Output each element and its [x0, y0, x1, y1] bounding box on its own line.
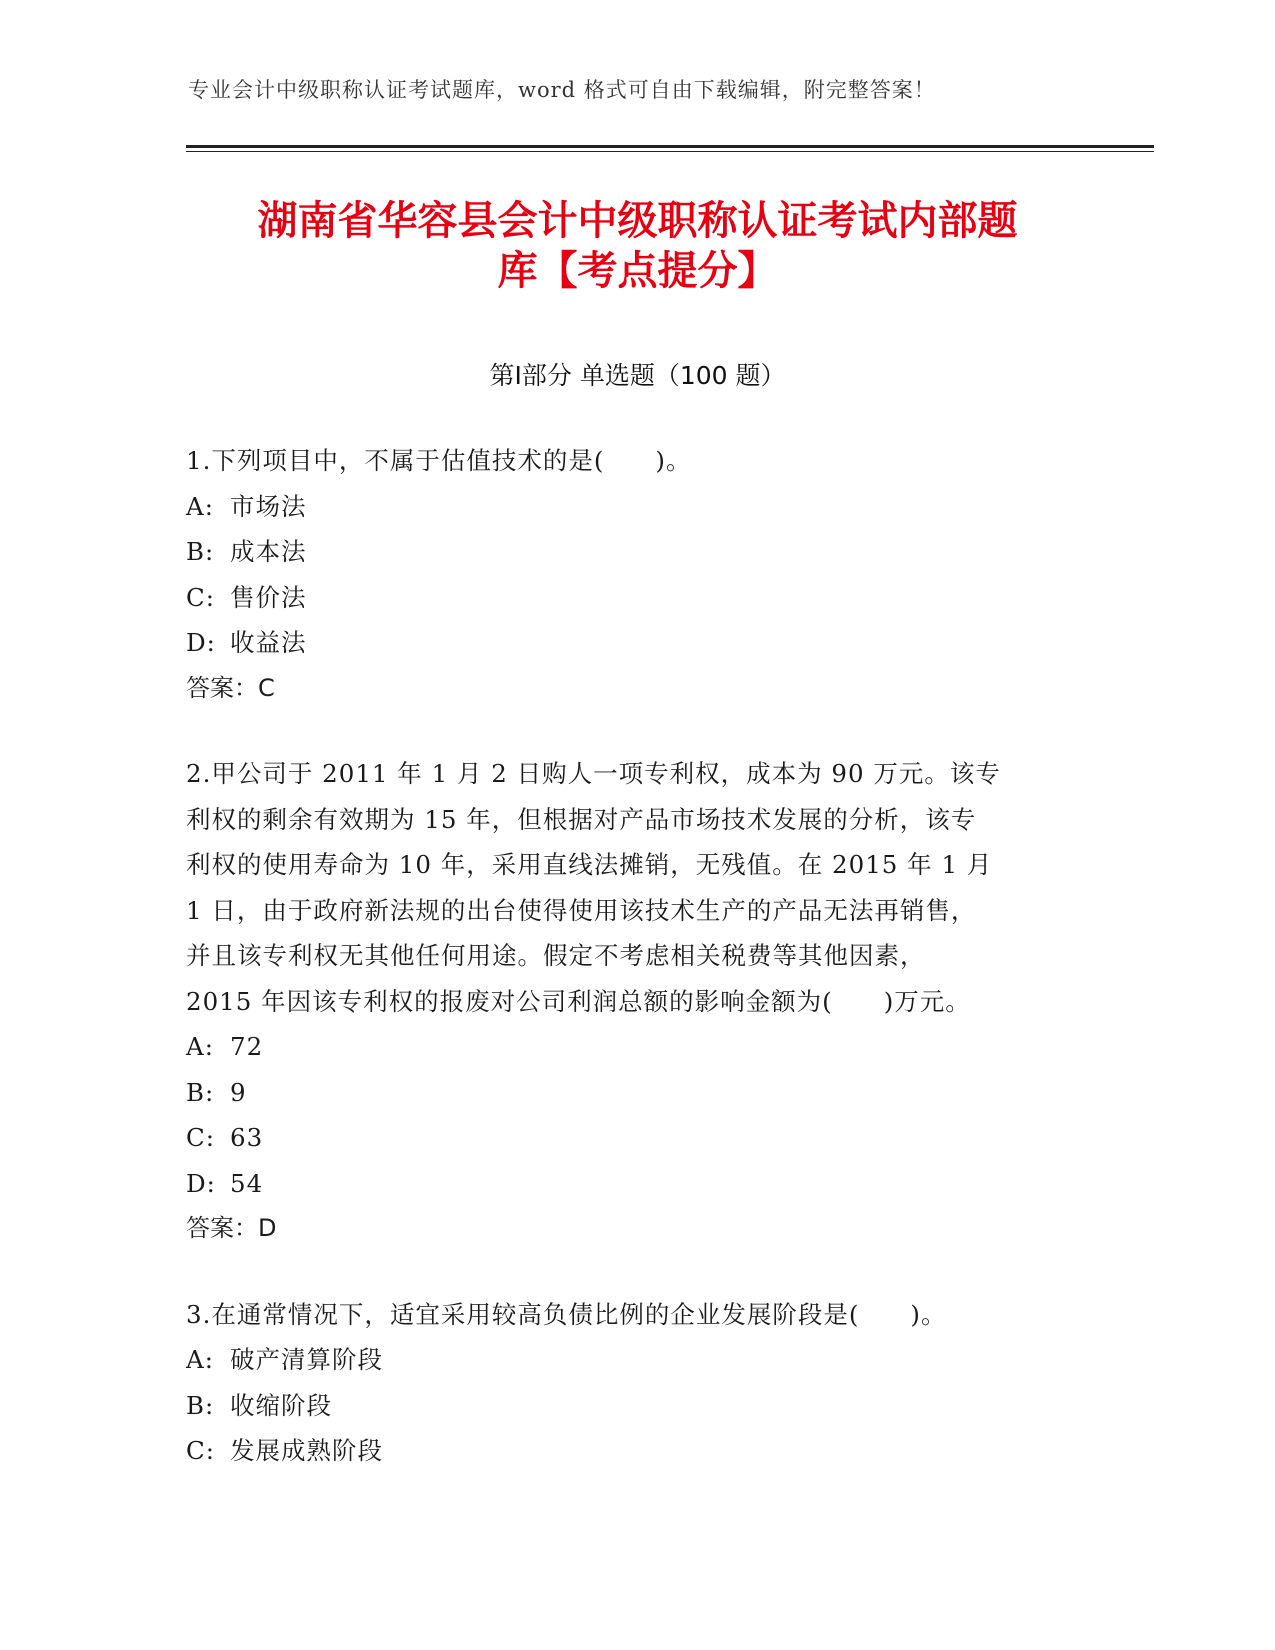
option-a — [186, 484, 1076, 530]
answer-label: 答案：D — [186, 1214, 277, 1242]
question-stem-line: 利权的剩余有效期为 15 年，但根据对产品市场技术发展的分析，该专 — [186, 804, 977, 834]
option-key: D: — [186, 1168, 216, 1198]
question-3 — [186, 1292, 1076, 1474]
option-text: 收缩阶段 — [230, 1390, 332, 1420]
option-text: 市场法 — [230, 491, 307, 521]
question-stem-line: 1 日，由于政府新法规的出台使得使用该技术生产的产品无法再销售， — [186, 895, 977, 925]
option-key: C: — [186, 582, 216, 612]
option-d — [186, 1161, 1076, 1207]
option-c — [186, 575, 1076, 621]
section-heading: 第Ⅰ部分 单选题（100 题） — [489, 361, 786, 390]
option-text: 售价法 — [230, 582, 307, 612]
title-line-2: 库【考点提分】 — [497, 248, 778, 294]
question-list — [186, 438, 1076, 1514]
option-b — [186, 1070, 1076, 1116]
question-stem-line: 3.在通常情况下，适宜采用较高负债比例的企业发展阶段是( )。 — [186, 1299, 947, 1329]
question-stem-line: 2015 年因该专利权的报废对公司利润总额的影响金额为( )万元。 — [186, 986, 971, 1016]
title-line-1: 湖南省华容县会计中级职称认证考试内部题 — [257, 198, 1018, 244]
option-key: B: — [186, 537, 215, 566]
option-text: 63 — [230, 1123, 264, 1152]
option-key: A: — [186, 1032, 214, 1061]
header-rule-thick — [186, 145, 1154, 148]
option-text: 发展成熟阶段 — [230, 1436, 383, 1465]
question-stem-line: 1.下列项目中，不属于估值技术的是( )。 — [186, 446, 692, 475]
option-text: 54 — [230, 1168, 264, 1198]
header-rule-thin — [186, 151, 1154, 152]
option-key: B: — [186, 1077, 215, 1107]
question-1 — [186, 438, 1076, 711]
option-key: D: — [186, 628, 216, 657]
option-key: C: — [186, 1436, 216, 1465]
header-note: 专业会计中级职称认证考试题库，word 格式可自由下载编辑，附完整答案！ — [188, 78, 936, 102]
option-key: B: — [186, 1390, 215, 1420]
option-text: 成本法 — [230, 537, 307, 566]
option-text: 收益法 — [230, 628, 307, 657]
option-d — [186, 620, 1076, 666]
option-b — [186, 1383, 1076, 1429]
option-text: 72 — [230, 1032, 264, 1061]
question-stem-line: 2.甲公司于 2011 年 1 月 2 日购人一项专利权，成本为 90 万元。该专 — [186, 759, 1001, 788]
option-text: 破产清算阶段 — [230, 1345, 383, 1374]
option-a — [186, 1337, 1076, 1383]
answer-label: 答案：C — [186, 673, 275, 702]
option-key: A: — [186, 1345, 214, 1374]
option-b — [186, 529, 1076, 575]
option-key: A: — [186, 491, 214, 521]
document-title — [180, 196, 1095, 296]
question-stem-line: 并且该专利权无其他任何用途。假定不考虑相关税费等其他因素， — [186, 941, 926, 970]
question-2 — [186, 751, 1076, 1252]
option-c — [186, 1428, 1076, 1474]
option-c — [186, 1115, 1076, 1161]
option-a — [186, 1024, 1076, 1070]
option-text: 9 — [230, 1077, 247, 1107]
option-key: C: — [186, 1123, 216, 1152]
question-stem-line: 利权的使用寿命为 10 年，采用直线法摊销，无残值。在 2015 年 1 月 — [186, 850, 993, 879]
